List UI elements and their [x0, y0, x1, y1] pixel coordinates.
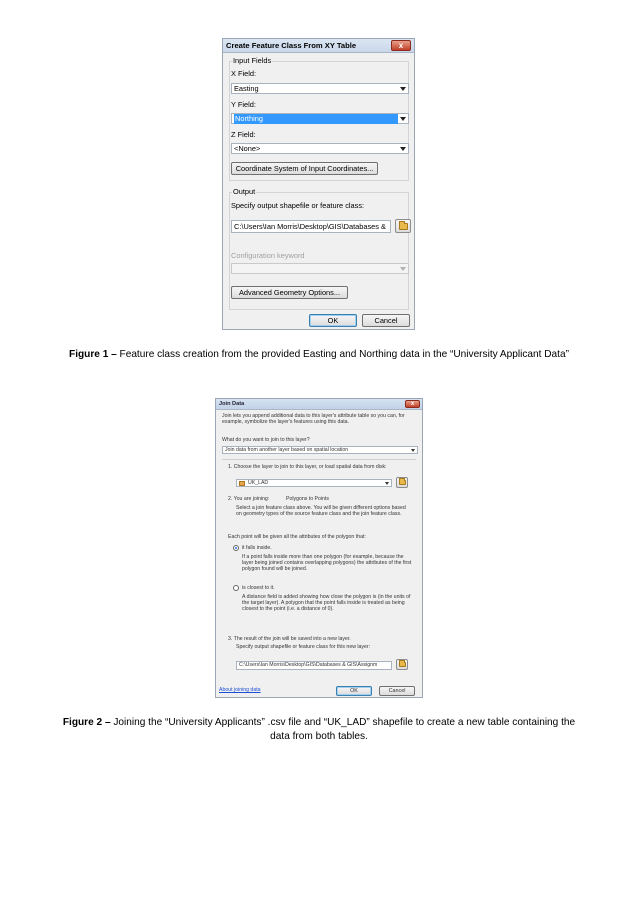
z-field-value: <None> — [234, 144, 261, 153]
close-icon[interactable]: x — [391, 40, 411, 51]
option-falls-inside-desc: If a point falls inside more than one polygon (for example, because the layer being joined contains overlapping polygons) the attributes of the first polygon found will be joined. — [242, 554, 412, 573]
dialog-titlebar — [216, 399, 422, 410]
ok-button[interactable]: OK — [336, 686, 372, 696]
figure2-caption-line1 — [30, 716, 608, 730]
browse-layer-button[interactable] — [396, 477, 408, 488]
x-field-select[interactable] — [231, 83, 409, 94]
advanced-geometry-button[interactable]: Advanced Geometry Options... — [231, 286, 348, 299]
output-group-label: Output — [233, 187, 256, 196]
coordinate-system-button[interactable]: Coordinate System of Input Coordinates... — [231, 162, 378, 175]
option-falls-inside-radio[interactable] — [233, 545, 239, 551]
join-layer-value: UK_LAD — [248, 480, 269, 486]
cancel-button[interactable]: Cancel — [379, 686, 415, 696]
dialog-title: Create Feature Class From XY Table — [226, 41, 357, 50]
about-joining-link[interactable]: About joining data — [219, 687, 261, 693]
z-field-label: Z Field: — [231, 130, 256, 139]
join-intro-text: Join lets you append additional data to this layer's attribute table so you can, for example, symbolize the layer's features using this data. — [222, 413, 405, 426]
output-path-input[interactable]: C:\Users\Ian Morris\Desktop\GIS\Databases & — [231, 220, 391, 233]
option-closest-radio[interactable] — [233, 585, 239, 591]
cancel-button[interactable]: Cancel — [362, 314, 410, 327]
join-data-dialog — [215, 398, 423, 698]
config-keyword-label: Configuration keyword — [231, 251, 305, 260]
step2-value: Polygons to Points — [286, 496, 329, 502]
join-layer-select[interactable] — [236, 479, 392, 487]
output-label: Specify output shapefile or feature class: — [231, 201, 365, 210]
step2-description: Select a join feature class above. You will be given different options based on geometry types of the source feature class and the join feature class. — [236, 505, 406, 518]
figure1-caption-text: Feature class creation from the provided Easting and Northing data in the “University Applicant Data” — [116, 349, 569, 360]
y-field-select[interactable] — [231, 113, 409, 124]
chevron-down-icon — [400, 117, 406, 121]
y-field-value: Northing — [234, 114, 398, 124]
join-question: What do you want to join to this layer? — [222, 437, 310, 443]
divider — [222, 459, 416, 460]
join-type-value: Join data from another layer based on spatial location — [225, 447, 349, 453]
option-closest-label: is closest to it. — [242, 585, 275, 591]
dialog-titlebar — [223, 39, 414, 53]
ok-button[interactable]: OK — [309, 314, 357, 327]
figure2-caption-line2: data from both tables. — [270, 731, 368, 742]
join-output-path-input[interactable] — [236, 661, 392, 670]
step3-text: 3. The result of the join will be saved into a new layer. — [228, 636, 351, 642]
join-type-select[interactable] — [222, 446, 418, 454]
step3-subtext: Specify output shapefile or feature class for this new layer: — [236, 644, 371, 650]
chevron-down-icon — [400, 147, 406, 151]
z-field-select[interactable] — [231, 143, 409, 154]
join-output-path-value: C:\Users\Ian Morris\Desktop\GIS\Databases & GIS\Assignm — [239, 662, 378, 668]
layer-icon — [239, 481, 245, 486]
figure2-caption-text: Joining the “University Applicants” .csv file and “UK_LAD” shapefile to create a new table containing the — [110, 717, 576, 728]
figure1-caption — [0, 349, 638, 360]
figure1-caption-label: Figure 1 – — [69, 349, 117, 360]
chevron-down-icon — [400, 87, 406, 91]
browse-button[interactable] — [395, 219, 411, 233]
chevron-down-icon — [411, 449, 415, 452]
chevron-down-icon — [400, 267, 406, 271]
x-field-label: X Field: — [231, 69, 257, 78]
folder-icon — [399, 480, 406, 485]
folder-icon — [399, 662, 406, 667]
option-closest-desc: A distance field is added showing how close the polygon is (in the units of the target layer). A polygon that the point falls inside is treated as being closest to the point (i.e. a distance of 0). — [242, 594, 411, 613]
y-field-label: Y Field: — [231, 100, 256, 109]
figure2-caption — [30, 716, 608, 744]
dialog-title: Join Data — [219, 401, 245, 407]
option-falls-inside-label: it falls inside. — [242, 545, 272, 551]
x-field-value: Easting — [234, 84, 259, 93]
chevron-down-icon — [385, 482, 389, 485]
close-icon[interactable]: x — [405, 400, 420, 408]
create-feature-class-dialog — [222, 38, 415, 330]
folder-icon — [399, 223, 408, 230]
input-fields-group-label: Input Fields — [233, 56, 272, 65]
each-point-text: Each point will be given all the attributes of the polygon that: — [228, 534, 366, 540]
step1-text: 1. Choose the layer to join to this layer, or load spatial data from disk: — [228, 464, 387, 470]
config-keyword-select[interactable] — [231, 263, 409, 274]
figure2-caption-label: Figure 2 – — [62, 717, 111, 728]
browse-output-button[interactable] — [396, 659, 408, 670]
step2-label: 2. You are joining: — [228, 496, 270, 502]
